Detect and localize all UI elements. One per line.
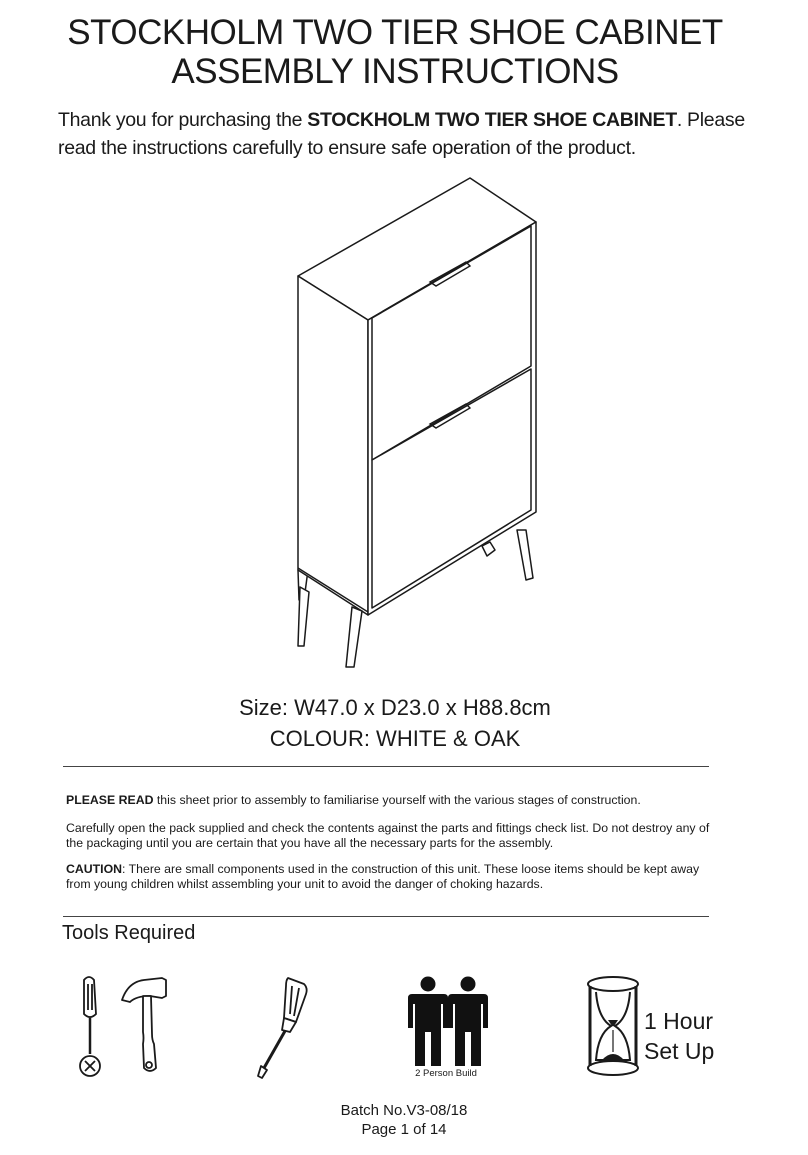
setup-time [644, 1006, 714, 1066]
page-number: Page 1 of 14 [361, 1121, 447, 1138]
document-title-line1: STOCKHOLM TWO TIER SHOE CABINET [67, 13, 723, 52]
document-title-line2: ASSEMBLY INSTRUCTIONS [171, 52, 619, 91]
cabinet-side [298, 276, 368, 615]
caution-label: CAUTION [66, 862, 123, 876]
please-read-notice [66, 793, 726, 808]
hourglass-icon [584, 974, 642, 1080]
size-spec: Size: W47.0 x D23.0 x H88.8cm [239, 695, 551, 720]
person-build-caption: 2 Person Build [415, 1068, 477, 1079]
divider-top [63, 766, 709, 767]
cabinet-illustration [290, 170, 550, 675]
back-leg-right-2 [517, 530, 533, 580]
intro-prefix: Thank you for purchasing the [58, 109, 308, 131]
caution-text: : There are small components used in the construction of this unit. These loose items should be kept away from young children whilst assembling your unit to avoid the danger of choking hazards. [66, 862, 700, 891]
please-read-text: this sheet prior to assembly to familiarise yourself with the various stages of construction. [153, 793, 641, 807]
front-leg-right [346, 607, 362, 667]
divider-bottom [63, 916, 709, 917]
please-read-label: PLEASE READ [66, 793, 154, 807]
flathead-screwdriver-icon [248, 972, 314, 1082]
colour-spec: COLOUR: WHITE & OAK [269, 726, 521, 751]
phillips-screwdriver-icon [76, 974, 106, 1078]
two-person-icon [408, 976, 488, 1068]
caution-notice [66, 862, 726, 892]
intro-suffix: . Please read the instructions carefully to ensure safe operation of the product. [58, 109, 745, 159]
tools-heading: Tools Required [62, 922, 196, 944]
intro-product-name: STOCKHOLM TWO TIER SHOE CABINET [307, 109, 677, 131]
setup-time-line1: 1 Hour [644, 1008, 714, 1034]
setup-time-line2: Set Up [644, 1038, 715, 1064]
check-contents-notice: Carefully open the pack supplied and check the contents against the parts and fittings check list. Do not destroy any of the packaging until you are certain that you have all the necessary parts for the assembly. [66, 821, 710, 850]
front-leg-left [298, 587, 309, 646]
batch-number: Batch No.V3-08/18 [340, 1102, 468, 1119]
hammer-icon [118, 974, 172, 1078]
intro-paragraph [58, 106, 758, 162]
